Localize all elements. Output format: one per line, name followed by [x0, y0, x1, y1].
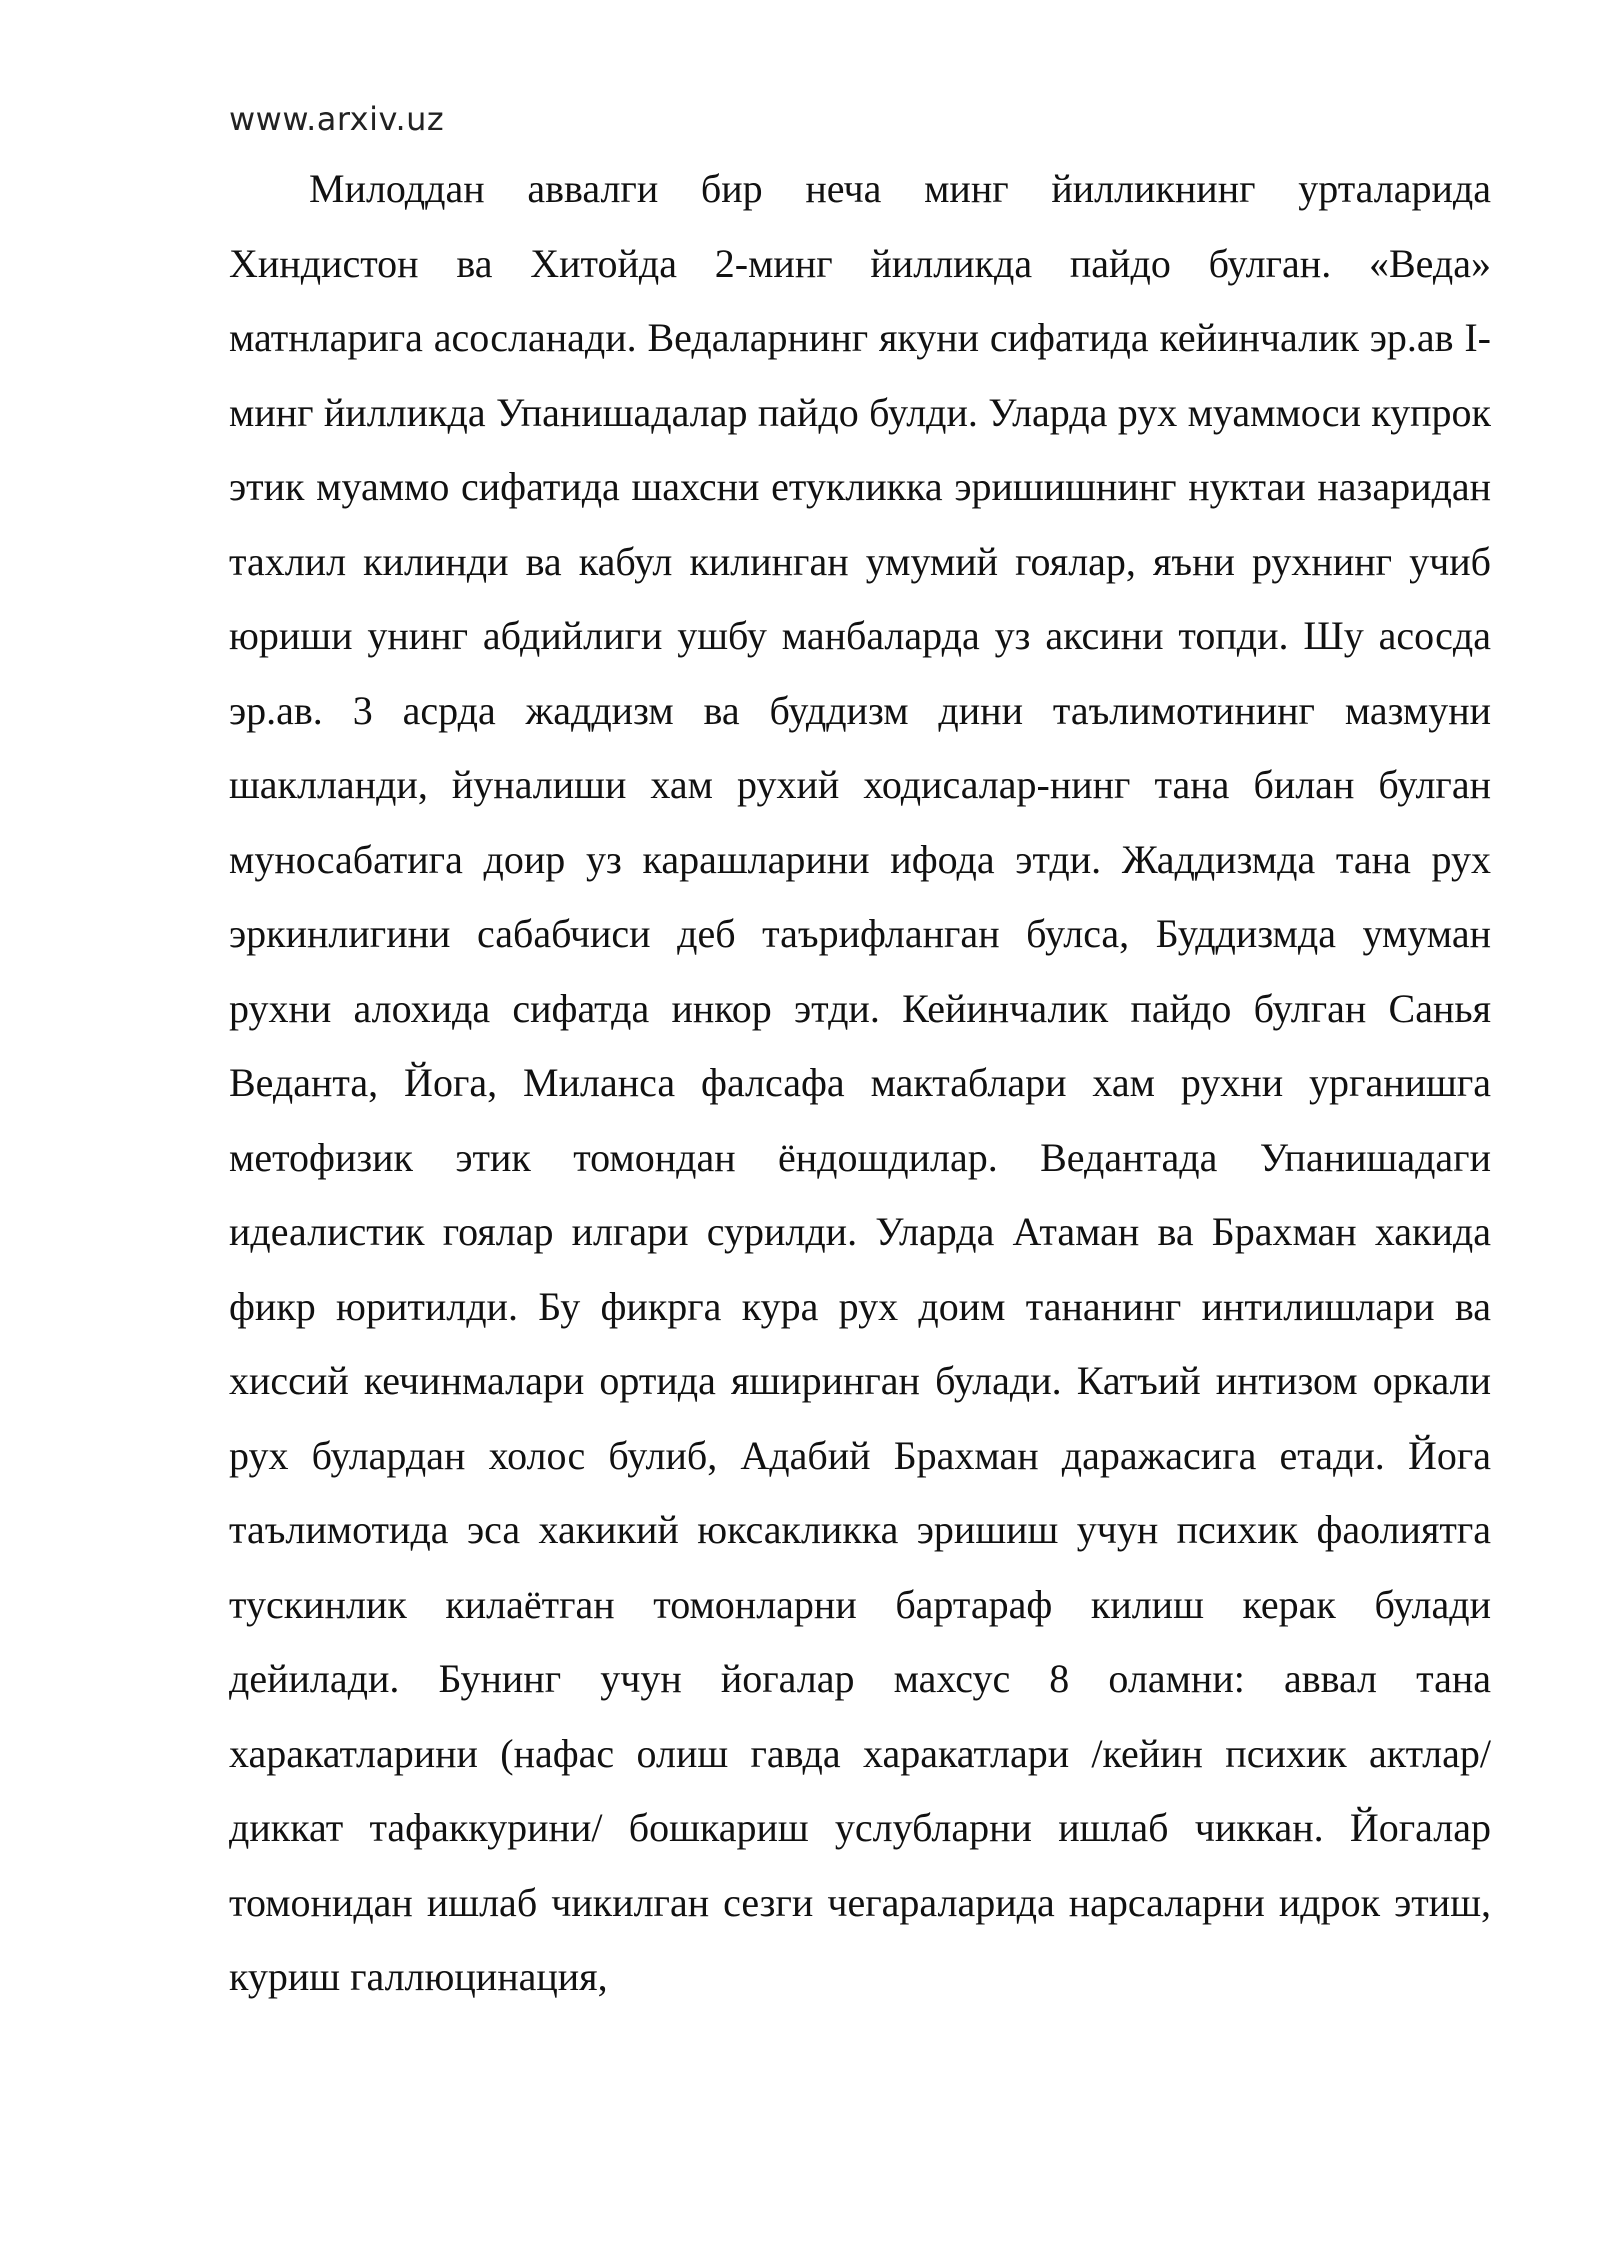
- header-url: www.arxiv.uz: [229, 100, 445, 138]
- body-paragraph: Милоддан аввалги бир неча минг йилликнинг урталарида Хиндистон ва Хитойда 2-минг йилликда пайдо булган. «Веда» матнларига асосланади. Ведаларнинг якуни сифатида кейинчалик эр.ав I-минг йилликда Упанишадалар пайдо булди. Уларда рух муаммоси купрок этик муаммо сифатида шахсни етукликка эришишнинг нуктаи назаридан тахлил килинди ва кабул килинган умумий гоялар, яъни рухнинг учиб юриши унинг абдийлиги ушбу манбаларда уз аксини топди. Шу асосда эр.ав. 3 асрда жаддизм ва буддизм дини таълимотининг мазмуни шаклланди, йуналиши хам рухий ходисалар-нинг тана билан булган муносабатига доир уз карашларини ифода этди. Жаддизмда тана рух эркинлигини сабабчиси деб таърифланган булса, Буддизмда умуман рухни алохида сифатда инкор этди. Кейинчалик пайдо булган Санья Веданта, Йога, Миланса фалсафа мактаблари хам рухни урганишга метофизик этик томондан ёндошдилар. Ведантада Упанишадаги идеалистик гоялар илгари сурилди. Уларда Атаман ва Брахман хакида фикр юритилди. Бу фикрга кура рух доим тананинг интилишлари ва хиссий кечинмалари ортида яширинган булади. Катъий интизом оркали рух булардан холос булиб, Адабий Брахман даражасига етади. Йога таълимотида эса хакикий юксакликка эришиш учун психик фаолиятга тускинлик килаётган томонларни бартараф килиш керак булади дейилади. Бунинг учун йогалар махсус 8 оламни: аввал тана харакатларини (нафас олиш гавда харакатлари /кейин психик актлар/ диккат тафаккурини/ бошкариш услубларни ишлаб чиккан. Йогалар томонидан ишлаб чикилган сезги чегараларида нарсаларни идрок этиш, куриш галлюцинация,: [229, 166, 1491, 1999]
